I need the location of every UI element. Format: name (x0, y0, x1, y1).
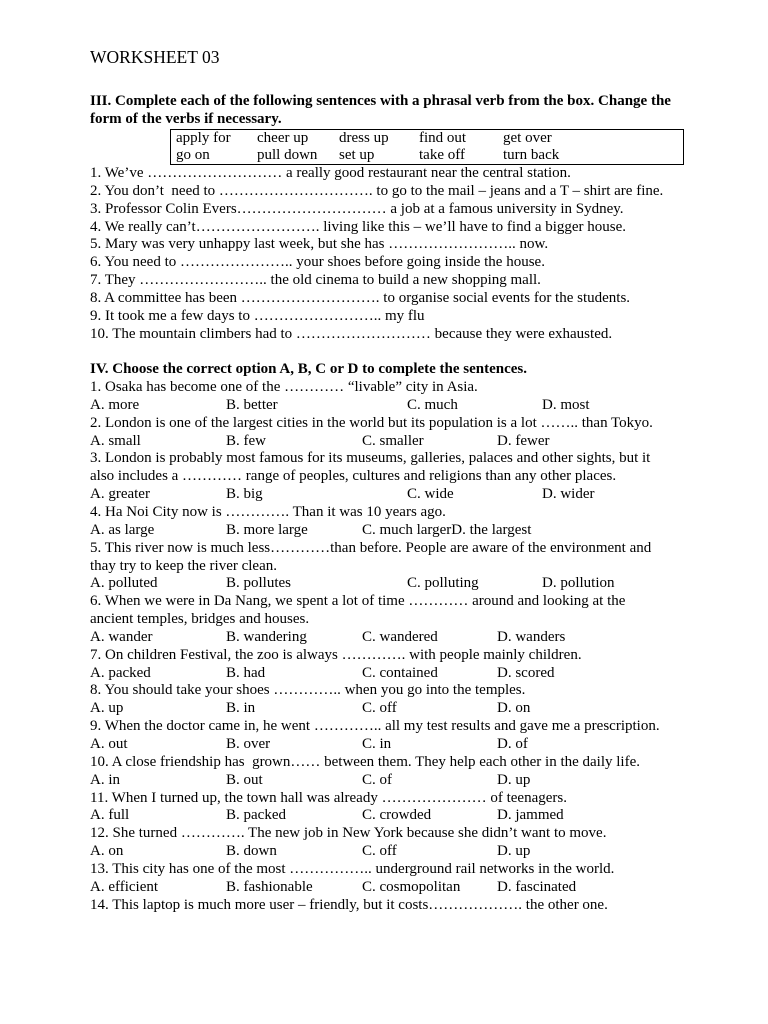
word-box-item: dress up (339, 129, 389, 146)
word-box-item: set up (339, 146, 375, 163)
q1-option-c: C. much (407, 396, 458, 413)
q2-option-a: A. small (90, 432, 141, 449)
question-3 (90, 450, 690, 504)
q11-option-b: B. packed (226, 807, 286, 824)
word-box-row-2 (171, 147, 683, 164)
question-5 (90, 540, 690, 594)
q12-option-d: D. up (497, 843, 531, 860)
word-box-item: apply for (176, 129, 231, 146)
section-iii-heading-line-2: form of the verbs if necessary. (90, 110, 282, 127)
question-2 (90, 415, 690, 451)
word-box-item: pull down (257, 146, 318, 163)
q9-option-b: B. over (226, 735, 271, 752)
word-box-item: go on (176, 146, 210, 163)
question-8 (90, 682, 690, 718)
q13-option-c: C. cosmopolitan (362, 878, 461, 895)
question-9-stem: 9. When the doctor came in, he went ………….. all my test results and gave me a prescription. (90, 718, 660, 735)
sentence-9: 9. It took me a few days to …………………….. my flu (90, 307, 425, 324)
question-5-stem-line-2: thay try to keep the river clean. (90, 557, 278, 574)
question-7 (90, 647, 690, 683)
q9-option-a: A. out (90, 735, 128, 752)
question-10-options (90, 772, 690, 790)
word-box-item: take off (419, 146, 465, 163)
q2-option-b: B. few (226, 432, 266, 449)
q8-option-b: B. in (226, 700, 256, 717)
q10-option-d: D. up (497, 771, 531, 788)
question-11-stem: 11. When I turned up, the town hall was already ………………… of teenagers. (90, 789, 567, 806)
sentence-1: 1. We’ve ……………………… a really good restaurant near the central station. (90, 164, 571, 181)
question-5-stem-line-1: 5. This river now is much less…………than before. People are aware of the environment and (90, 539, 652, 556)
q4-option-b: B. more large (226, 521, 308, 538)
q1-option-b: B. better (226, 396, 278, 413)
question-13-options (90, 879, 690, 897)
question-7-stem: 7. On children Festival, the zoo is always …………. with people mainly children. (90, 646, 582, 663)
q4-option-a: A. as large (90, 521, 155, 538)
q8-option-a: A. up (90, 700, 124, 717)
section-iii (90, 93, 690, 343)
question-6-stem-line-1: 6. When we were in Da Nang, we spent a lot of time ………… around and looking at the (90, 593, 626, 610)
word-box-item: cheer up (257, 129, 309, 146)
sentence-6: 6. You need to ………………….. your shoes before going inside the house. (90, 254, 545, 271)
sentence-2: 2. You don’t need to …………………………. to go to the mail – jeans and a T – shirt are fine. (90, 182, 664, 199)
question-12 (90, 825, 690, 861)
question-2-stem: 2. London is one of the largest cities in the world but its population is a lot …….. than Tokyo. (90, 414, 653, 431)
q4-option-c-d-group (362, 522, 531, 540)
q3-option-b: B. big (226, 486, 263, 503)
q12-option-c: C. off (362, 843, 397, 860)
q13-option-d: D. fascinated (497, 878, 577, 895)
q3-option-c: C. wide (407, 486, 454, 503)
sentence-8: 8. A committee has been ………………………. to organise social events for the students. (90, 289, 631, 306)
question-13 (90, 861, 690, 897)
q11-option-d: D. jammed (497, 807, 564, 824)
q10-option-b: B. out (226, 771, 263, 788)
q1-option-d: D. most (542, 396, 590, 413)
q9-option-c: C. in (362, 735, 392, 752)
word-box-item: get over (503, 129, 552, 146)
question-1-options (90, 397, 690, 415)
q7-option-c: C. contained (362, 664, 438, 681)
q2-option-d: D. fewer (497, 432, 550, 449)
q13-option-a: A. efficient (90, 878, 159, 895)
q2-option-c: C. smaller (362, 432, 424, 449)
question-14 (90, 897, 690, 915)
word-box-item: turn back (503, 146, 560, 163)
question-8-options (90, 700, 690, 718)
sentence-3: 3. Professor Colin Evers………………………… a job at a famous university in Sydney. (90, 200, 624, 217)
phrasal-verb-box (170, 129, 684, 165)
question-4-options (90, 522, 690, 540)
question-1-stem: 1. Osaka has become one of the ………… “livable” city in Asia. (90, 379, 478, 396)
sentence-7: 7. They …………………….. the old cinema to build a new shopping mall. (90, 272, 541, 289)
q11-option-a: A. full (90, 807, 130, 824)
question-9-options (90, 736, 690, 754)
word-box-row-1 (171, 130, 683, 147)
question-9 (90, 718, 690, 754)
section-iii-heading-line-1: III. Complete each of the following sentences with a phrasal verb from the box. Change the (90, 93, 671, 109)
q7-option-a: A. packed (90, 664, 151, 681)
q10-option-a: A. in (90, 771, 120, 788)
q11-option-c: C. crowded (362, 807, 432, 824)
section-spacer (90, 343, 690, 361)
question-6-stem-line-2: ancient temples, bridges and houses. (90, 611, 310, 628)
section-iv (90, 361, 690, 914)
sentence-5: 5. Mary was very unhappy last week, but she has …………………….. now. (90, 236, 549, 253)
question-11-options (90, 807, 690, 825)
q5-option-d: D. pollution (542, 575, 615, 592)
q4-option-d: D. the largest (451, 521, 532, 538)
question-6-options (90, 629, 690, 647)
question-7-options (90, 665, 690, 683)
question-8-stem: 8. You should take your shoes ………….. when you go into the temples. (90, 682, 526, 699)
question-5-options (90, 575, 690, 593)
worksheet-content (90, 93, 690, 914)
q7-option-d: D. scored (497, 664, 555, 681)
q9-option-d: D. of (497, 735, 528, 752)
q7-option-b: B. had (226, 664, 266, 681)
q6-option-d: D. wanders (497, 628, 566, 645)
question-3-stem-line-1: 3. London is probably most famous for its museums, galleries, palaces and other sights, but it (90, 450, 651, 467)
question-10-stem: 10. A close friendship has grown…… between them. They help each other in the daily life. (90, 753, 640, 770)
q6-option-c: C. wandered (362, 628, 438, 645)
q6-option-b: B. wandering (226, 628, 307, 645)
question-12-stem: 12. She turned …………. The new job in New York because she didn’t want to move. (90, 825, 607, 842)
q5-option-b: B. pollutes (226, 575, 292, 592)
question-4-stem: 4. Ha Noi City now is …………. Than it was 10 years ago. (90, 504, 446, 520)
question-6 (90, 593, 690, 647)
q1-option-a: A. more (90, 396, 140, 413)
question-1 (90, 379, 690, 415)
q10-option-c: C. of (362, 771, 392, 788)
question-4 (90, 504, 690, 540)
q8-option-d: D. on (497, 700, 531, 717)
q8-option-c: C. off (362, 700, 397, 717)
q5-option-a: A. polluted (90, 575, 158, 592)
question-10 (90, 754, 690, 790)
q12-option-b: B. down (226, 843, 277, 860)
question-11 (90, 790, 690, 826)
question-14-stem: 14. This laptop is much more user – friendly, but it costs………………. the other one. (90, 896, 608, 913)
question-3-options (90, 486, 690, 504)
q5-option-c: C. polluting (407, 575, 479, 592)
sentence-4: 4. We really can’t……………………. living like this – we’ll have to find a bigger house. (90, 218, 627, 235)
q3-option-a: A. greater (90, 486, 150, 503)
q3-option-d: D. wider (542, 486, 595, 503)
question-12-options (90, 843, 690, 861)
question-13-stem: 13. This city has one of the most …………….. underground rail networks in the world. (90, 860, 615, 877)
q12-option-a: A. on (90, 843, 124, 860)
sentence-10: 10. The mountain climbers had to ……………………… because they were exhausted. (90, 325, 613, 342)
q4-option-c: C. much larger (362, 521, 452, 538)
question-3-stem-line-2: also includes a ………… range of peoples, cultures and religions than any other places. (90, 468, 617, 485)
section-iv-heading: IV. Choose the correct option A, B, C or D to complete the sentences. (90, 361, 528, 378)
q6-option-a: A. wander (90, 628, 153, 645)
word-box-item: find out (419, 129, 467, 146)
q13-option-b: B. fashionable (226, 878, 313, 895)
question-2-options (90, 433, 690, 451)
worksheet-title: WORKSHEET 03 (90, 47, 220, 67)
